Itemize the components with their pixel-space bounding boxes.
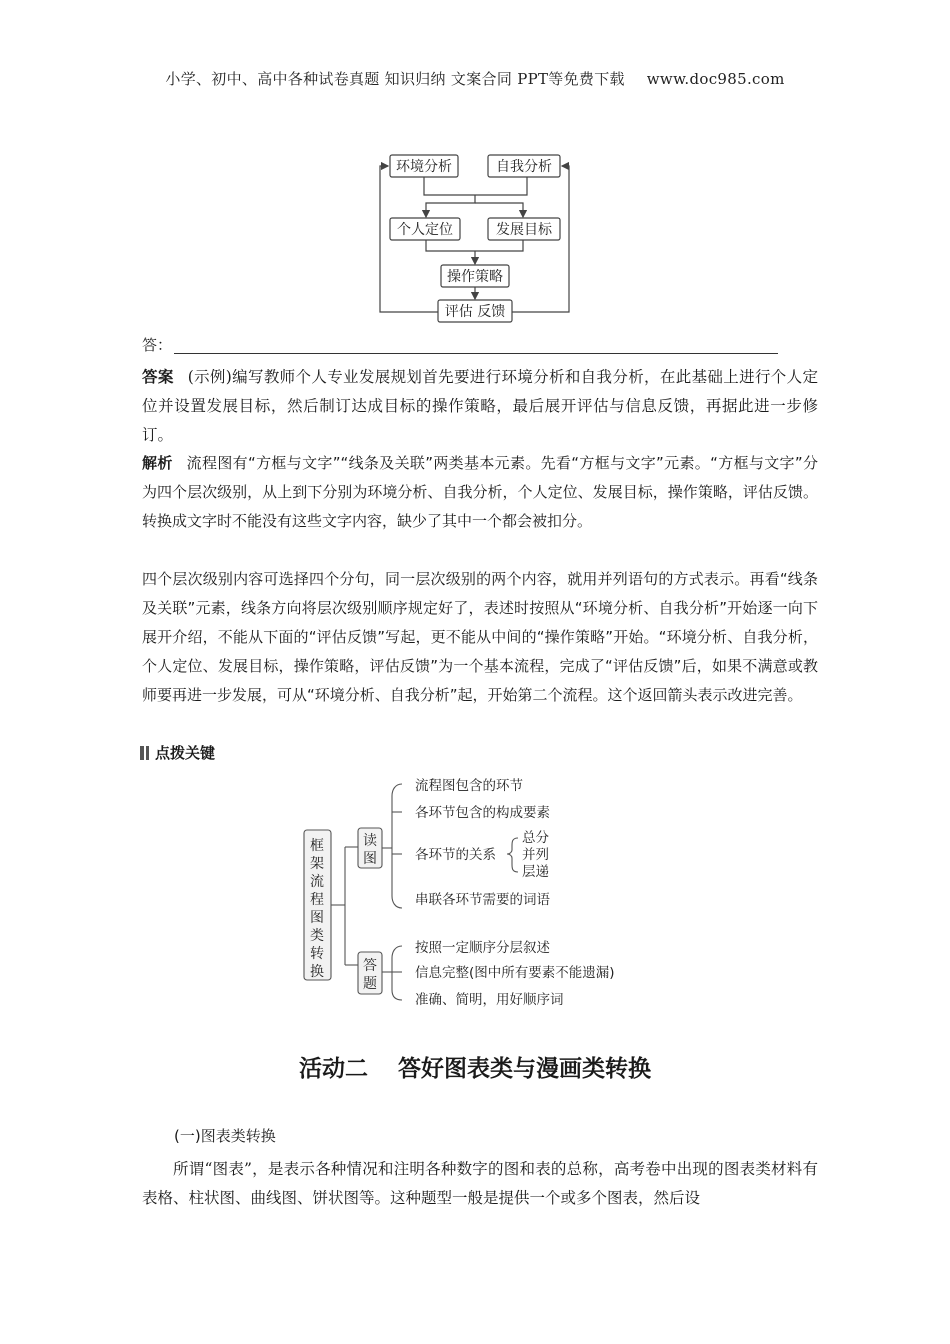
mindmap-relation-item: 并列	[522, 847, 549, 863]
activity-number: 活动二	[299, 1056, 368, 1082]
flow-positioning-label: 个人定位	[397, 222, 453, 238]
mindmap-answer-item: 按照一定顺序分层叙述	[415, 940, 550, 956]
header-text: 小学、初中、高中各种试卷真题 知识归纳 文案合同 PPT等免费下载	[165, 70, 625, 88]
analysis-paragraph-2: 四个层次级别内容可选择四个分句，同一层次级别的两个内容，就用并列语句的方式表示。再看“线条及关联”元素，线条方向将层次级别顺序规定好了，表述时按照从“环境分析、自我分析”开始逐一向下展开介绍，不能从下面的“评估反馈”写起，更不能从中间的“操作策略”开始。“环境分析、自我分析，个人定位、发展目标，操作策略，评估反馈”为一个基本流程，完成了“评估反馈”后，如果不满意或教师要再进一步发展，可从“环境分析、自我分析”起，开始第二个流程。这个返回箭头表示改进完善。	[142, 570, 818, 704]
mindmap-root-char: 转	[310, 946, 324, 962]
mindmap-root-char: 架	[310, 856, 324, 872]
mindmap-read-item: 流程图包含的环节	[415, 778, 523, 794]
activity-title-text: 答好图表类与漫画类转换	[398, 1056, 651, 1082]
flow-goal-label: 发展目标	[496, 222, 552, 238]
mindmap-read-char: 读	[363, 833, 377, 849]
section-body: 所谓“图表”，是表示各种情况和注明各种数字的图和表的总称，高考卷中出现的图表类材料有表格、柱状图、曲线图、饼状图等。这种题型一般是提供一个或多个图表，然后设	[142, 1160, 818, 1207]
answer-label: 答案	[142, 367, 174, 386]
mindmap-read-item: 串联各环节需要的词语	[415, 892, 550, 908]
answer-text: (示例)编写教师个人专业发展规划首先要进行环境分析和自我分析，在此基础上进行个人定位并设置发展目标，然后制订达成目标的操作策略，最后展开评估与信息反馈，再据此进一步修订。	[142, 368, 818, 444]
mindmap-answer-char: 答	[363, 958, 377, 974]
flow-strategy-label: 操作策略	[447, 269, 503, 285]
flow-self-label: 自我分析	[496, 159, 552, 175]
answer-prompt: 答：	[142, 336, 173, 354]
answer-blank-line	[174, 353, 778, 354]
header-url[interactable]: www.doc985.com	[646, 70, 785, 88]
mindmap-answer-item: 准确、简明，用好顺序词	[415, 992, 564, 1008]
title-bar-icon	[146, 746, 149, 760]
mindmap-relation-item: 层递	[522, 864, 549, 880]
answer-paragraph	[142, 362, 818, 450]
flowchart	[370, 145, 590, 327]
activity-title	[0, 1050, 950, 1083]
mindmap-root-char: 框	[310, 838, 324, 854]
mindmap-read-item: 各环节的关系	[415, 847, 496, 863]
analysis-label: 解析	[142, 454, 173, 472]
key-points-title	[140, 742, 215, 763]
mindmap-root-char: 图	[310, 910, 324, 926]
mindmap-answer-char: 题	[363, 976, 377, 992]
mindmap-root-char: 流	[310, 874, 324, 890]
mindmap-root-char: 类	[310, 928, 324, 944]
mindmap-read-char: 图	[363, 851, 377, 867]
key-points-mindmap	[300, 772, 630, 1017]
mindmap-root-char: 换	[310, 964, 324, 980]
analysis-text-1: 流程图有“方框与文字”“线条及关联”两类基本元素。先看“方框与文字”元素。“方框与文字”分为四个层次级别，从上到下分别为环境分析、自我分析，个人定位、发展目标，操作策略，评估反馈。转换成文字时不能没有这些文字内容，缺少了其中一个都会被扣分。	[142, 454, 818, 530]
analysis-paragraph	[142, 449, 818, 536]
mindmap-answer-item: 信息完整(图中所有要素不能遗漏)	[415, 965, 615, 981]
key-points-title-text: 点拨关键	[155, 744, 216, 762]
page-header	[0, 68, 950, 89]
section-title: (一)图表类转换	[174, 1127, 276, 1145]
mindmap-relation-item: 总分	[522, 830, 549, 846]
mindmap-read-item: 各环节包含的构成要素	[415, 805, 550, 821]
flow-feedback-label: 评估 反馈	[444, 304, 506, 320]
flow-env-label: 环境分析	[396, 159, 452, 175]
title-bar-icon	[140, 746, 144, 760]
mindmap-root-char: 程	[310, 892, 324, 908]
